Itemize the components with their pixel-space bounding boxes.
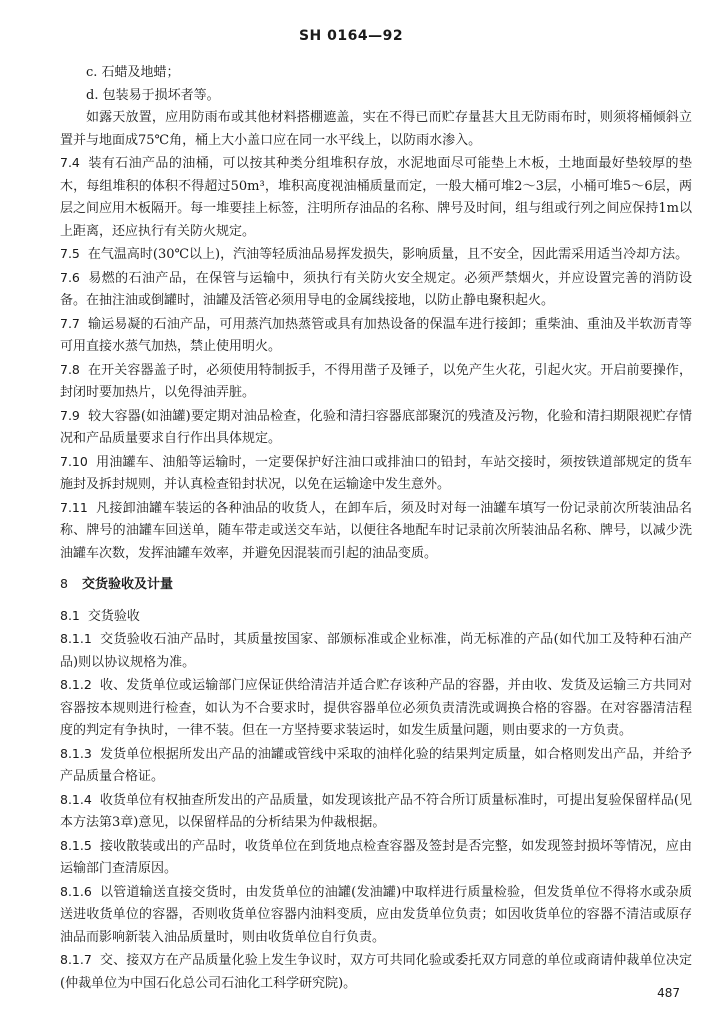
clause-text: 较大容器(如油罐)要定期对油品检查，化验和清扫容器底部聚沉的残渣及污物，化验和清扫期限视贮存情况和产品质量要求自行作出具体规定。 (60, 408, 692, 446)
clause-number: 7.9 (60, 407, 80, 423)
clause-text: 收、发货单位或运输部门应保证供给清洁并适合贮存该种产品的容器，并由收、发货及运输三方共同对容器按本规则进行检查，如认为不合要求时，提供容器单位必须负责清洗或调换合格的容器。在对容器清洁程度的判定有争执时，一律不装。但在一方坚持要求装运时，如发生质量问题，则由要求的一方负责。 (60, 678, 692, 738)
section-8-heading (60, 573, 692, 597)
clause-text: 输运易凝的石油产品，可用蒸汽加热蒸管或具有加热设备的保温车进行接卸；重柴油、重油及半软沥青等可用直接水蒸气加热，禁止使用明火。 (60, 316, 692, 354)
list-item-c: c. 石蜡及地蜡； (86, 65, 180, 80)
clause-7-9 (60, 405, 692, 451)
clause-number: 7.7 (60, 315, 80, 331)
clause-7-5 (60, 243, 692, 267)
subsection-8-1-heading (60, 605, 692, 629)
clause-text: 交货验收石油产品时，其质量按国家、部颁标准或企业标准，尚无标准的产品(如代加工及特种石油产品)则以协议规格为准。 (60, 632, 692, 670)
clause-8-1-5 (60, 835, 692, 881)
clause-text: 装有石油产品的油桶，可以按其种类分组堆积存放，水泥地面尽可能垫上木板，土地面最好垫较厚的垫木，每组堆积的体积不得超过50m³，堆积高度视油桶质量而定，一般大桶可堆2～3层，小桶可堆5～6层，两层之间应用木板隔开。每一堆要挂上标签，注明所存油品的名称、牌号及时间，组与组或行列之间应保持1m以上距离，还应执行有关防火规定。 (60, 156, 692, 239)
section-title: 交货验收及计量 (81, 577, 173, 592)
section-number: 8 (60, 576, 68, 591)
clause-number: 7.6 (60, 269, 80, 285)
clause-8-1-2 (60, 674, 692, 743)
clause-text: 交、接双方在产品质量化验上发生争议时，双方可共同化验或委托双方同意的单位或商请仲裁单位决定(仲裁单位为中国石化总公司石油化工科学研究院)。 (60, 953, 692, 991)
clause-8-1-1 (60, 628, 692, 674)
clause-text: 以管道输送直接交货时，由发货单位的油罐(发油罐)中取样进行质量检验，但发货单位不得将水或杂质送进收货单位的容器，否则收货单位容器内油料变质，应由发货单位负责；如因收货单位的容器不清洁或原存油品而影响新装入油品质量时，则由收货单位自行负责。 (60, 884, 692, 945)
clause-number: 8.1.4 (60, 791, 92, 807)
clause-number: 7.11 (60, 499, 88, 515)
clause-number: 8.1.6 (60, 883, 92, 899)
clause-text: 接收散装或出的产品时，收货单位在到货地点检查容器及签封是否完整，如发现签封损坏等情况，应由运输部门查清原因。 (60, 838, 692, 876)
page-number: 487 (657, 986, 680, 1000)
clause-7-11 (60, 497, 692, 566)
subsection-title: 交货验收 (87, 608, 140, 624)
clause-8-1-3 (60, 743, 692, 789)
standard-code-header: SH 0164—92 (298, 28, 404, 44)
clause-number: 7.10 (60, 453, 88, 469)
clause-number: 8.1.7 (60, 952, 92, 967)
clause-number: 7.8 (60, 361, 80, 377)
clause-8-1-7 (60, 949, 692, 995)
clause-number: 8.1.3 (60, 745, 92, 761)
clause-7-6 (60, 267, 692, 313)
clause-8-1-4 (60, 789, 692, 835)
clause-number: 8.1.1 (60, 631, 92, 646)
clause-7-10 (60, 451, 692, 497)
clause-7-4 (60, 152, 692, 243)
clause-number: 8.1.2 (60, 677, 92, 692)
clause-text: 收货单位有权抽查所发出的产品质量，如发现该批产品不符合所订质量标准时，可提出复验保留样品(见本方法第3章)意见，以保留样品的分析结果为仲裁根据。 (60, 792, 692, 830)
paragraph-rain-protection: 如露天放置，应用防雨布或其他材料搭棚遮盖，实在不得已而贮存量甚大且无防雨布时，则须将桶倾斜立置并与地面成75℃角，桶上大小盖口应在同一水平线上，以防雨水渗入。 (60, 110, 692, 148)
clause-text: 发货单位根据所发出产品的油罐或管线中采取的油样化验的结果判定质量，如合格则发出产品，并给予产品质量合格证。 (60, 746, 692, 784)
document-body (60, 62, 692, 995)
clause-number: 7.5 (60, 246, 80, 261)
subsection-number: 8.1 (60, 607, 80, 623)
clause-text: 易燃的石油产品，在保管与运输中，须执行有关防火安全规定。必须严禁烟火，并应设置完善的消防设备。在抽注油或倒罐时，油罐及活管必须用导电的金属线接地，以防止静电聚积起火。 (60, 270, 692, 308)
clause-7-8 (60, 359, 692, 405)
clause-7-7 (60, 313, 692, 359)
clause-number: 7.4 (60, 155, 80, 170)
clause-number: 8.1.5 (60, 837, 92, 853)
list-item-d: d. 包装易于损坏者等。 (86, 87, 220, 103)
clause-text: 凡接卸油罐车装运的各种油品的收货人，在卸车后，须及时对每一油罐车填写一份记录前次所装油品名称、牌号的油罐车回送单，随车带走或送交车站，以便往各地配车时记录前次所装油品名称、牌号，以减少洗油罐车次数，发挥油罐车效率，并避免因混装而引起的油品变质。 (60, 500, 692, 561)
clause-text: 在气温高时(30℃以上)，汽油等轻质油品易挥发损失，影响质量，且不安全，因此需采用适当冷却方法。 (87, 247, 689, 262)
clause-8-1-6 (60, 881, 692, 950)
clause-text: 在开关容器盖子时，必须使用特制扳手，不得用凿子及锤子，以免产生火花，引起火灾。开启前要操作，封闭时要加热片，以免得油弄脏。 (60, 362, 692, 400)
clause-text: 用油罐车、油船等运输时，一定要保护好注油口或排油口的铅封，车站交接时，须按铁道部规定的货车施封及拆封规则，并认真检查铅封状况，以免在运输途中发生意外。 (60, 454, 692, 492)
